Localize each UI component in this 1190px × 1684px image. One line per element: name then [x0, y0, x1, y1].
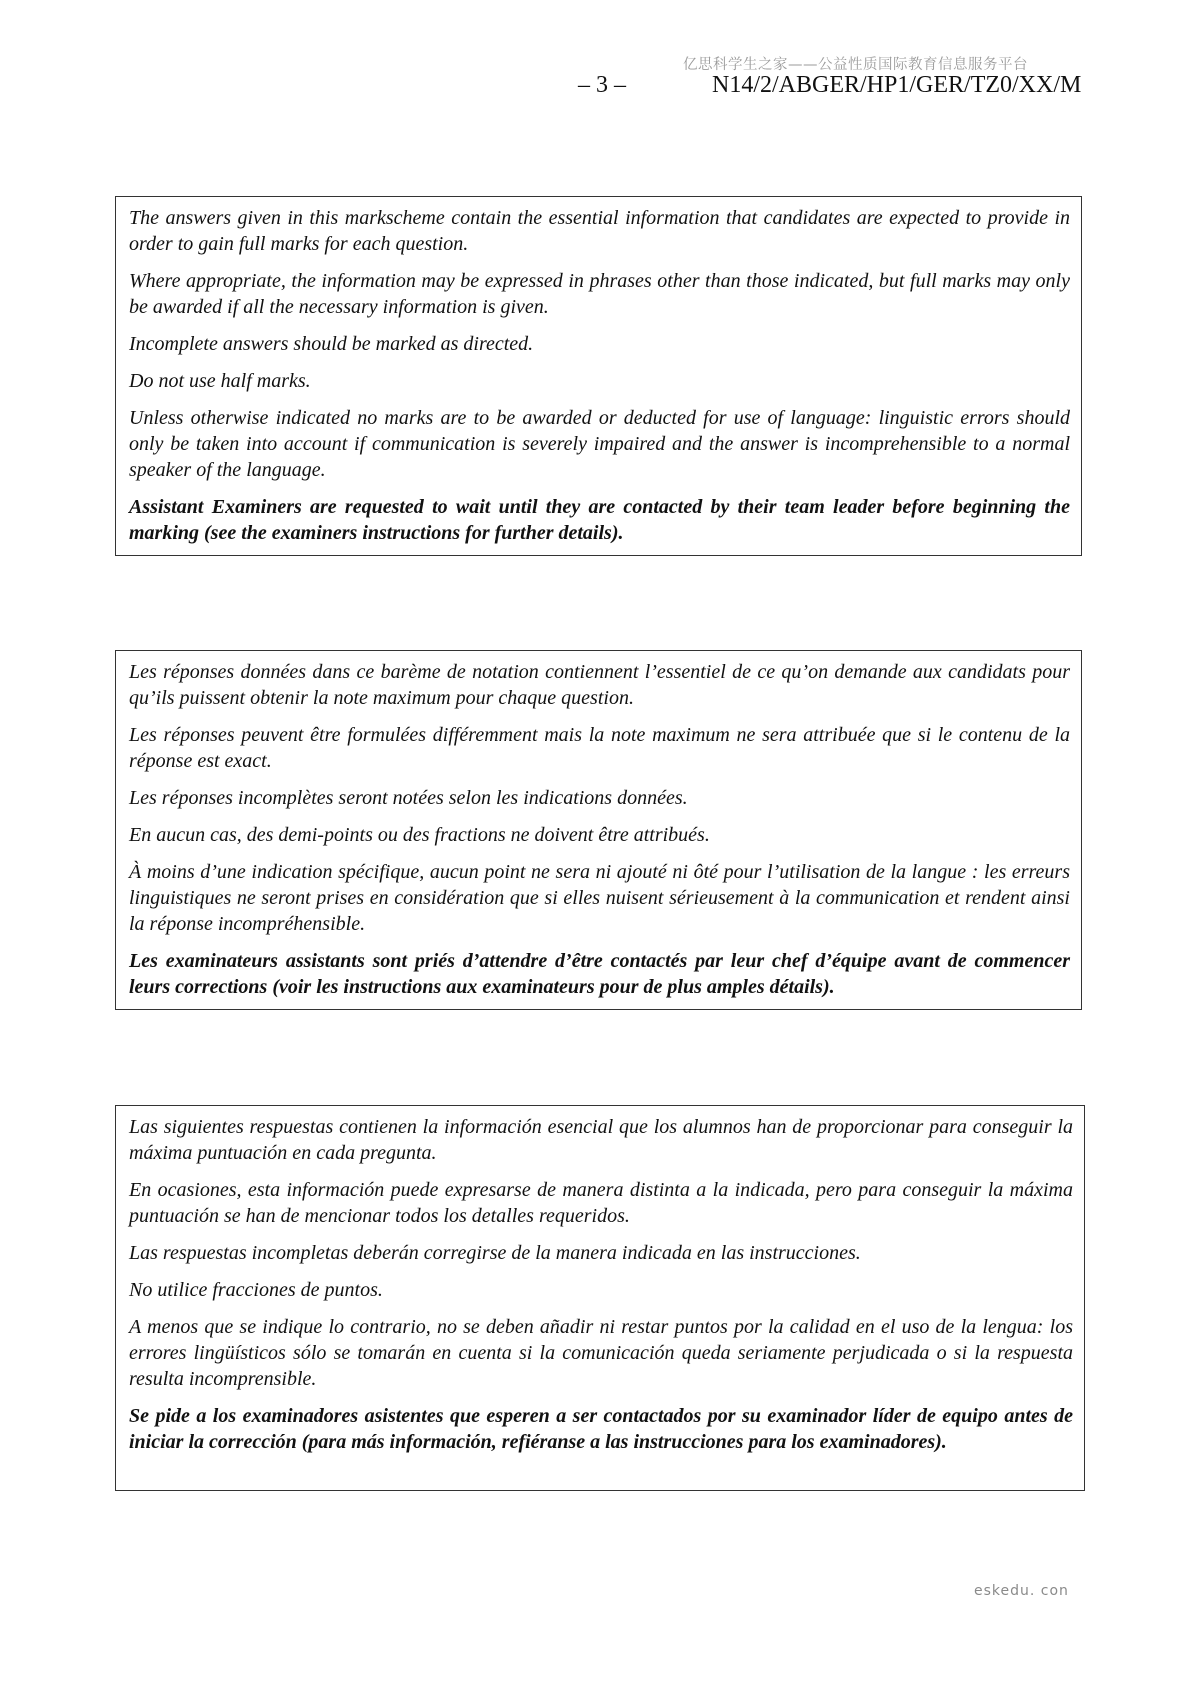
english-examiner-note: Assistant Examiners are requested to wait until they are contacted by their team leader before beginning the marking (see the examiners instructions for further details). [129, 496, 1070, 544]
page-number: – 3 – [578, 72, 626, 98]
english-paragraph-2: Where appropriate, the information may be expressed in phrases other than those indicated, but full marks may only be awarded if all the necessary information is given. [129, 270, 1070, 318]
spanish-examiner-note: Se pide a los examinadores asistentes que esperen a ser contactados por su examinador líder de equipo antes de iniciar la corrección (para más información, refiéranse a las instrucciones para los examinadores). [129, 1405, 1073, 1453]
french-examiner-note: Les examinateurs assistants sont priés d’attendre d’être contactés par leur chef d’équipe avant de commencer leurs corrections (voir les instructions aux examinateurs pour de plus amples détails). [129, 950, 1070, 998]
english-paragraph-5: Unless otherwise indicated no marks are to be awarded or deducted for use of language: linguistic errors should only be taken into account if communication is severely impaired and the answer is incomprehensible to a normal speaker of the language. [129, 407, 1070, 481]
spanish-paragraph-3: Las respuestas incompletas deberán corregirse de la manera indicada en las instrucciones. [129, 1242, 861, 1264]
spanish-instructions-box [115, 1105, 1085, 1491]
spanish-paragraph-1: Las siguientes respuestas contienen la información esencial que los alumnos han de proporcionar para conseguir la máxima puntuación en cada pregunta. [129, 1116, 1073, 1164]
french-paragraph-4: En aucun cas, des demi-points ou des fractions ne doivent être attribués. [129, 824, 710, 846]
french-paragraph-2: Les réponses peuvent être formulées différemment mais la note maximum ne sera attribuée que si le contenu de la réponse est exact. [129, 724, 1070, 772]
french-instructions-box [115, 650, 1082, 1010]
english-paragraph-1: The answers given in this markscheme contain the essential information that candidates are expected to provide in order to gain full marks for each question. [129, 207, 1070, 255]
header-watermark: 亿思科学生之家——公益性质国际教育信息服务平台 [683, 57, 1028, 73]
english-instructions-box [115, 196, 1082, 556]
french-paragraph-5: À moins d’une indication spécifique, aucun point ne sera ni ajouté ni ôté pour l’utilisation de la langue : les erreurs linguistiques ne seront prises en considération que si elles nuisent sérieusement à la communication et rendent ainsi la réponse incompréhensible. [129, 861, 1070, 935]
english-paragraph-4: Do not use half marks. [129, 370, 311, 392]
spanish-paragraph-4: No utilice fracciones de puntos. [129, 1279, 383, 1301]
french-paragraph-1: Les réponses données dans ce barème de notation contiennent l’essentiel de ce qu’on demande aux candidats pour qu’ils puissent obtenir la note maximum pour chaque question. [129, 661, 1070, 709]
spanish-paragraph-2: En ocasiones, esta información puede expresarse de manera distinta a la indicada, pero para conseguir la máxima puntuación se han de mencionar todos los detalles requeridos. [129, 1179, 1073, 1227]
spanish-paragraph-5: A menos que se indique lo contrario, no se deben añadir ni restar puntos por la calidad en el uso de la lengua: los errores lingüísticos sólo se tomarán en cuenta si la comunicación queda seriamente perjudicada o si la respuesta resulta incomprensible. [129, 1316, 1073, 1390]
document-code: N14/2/ABGER/HP1/GER/TZ0/XX/M [712, 72, 1082, 98]
french-paragraph-3: Les réponses incomplètes seront notées selon les indications données. [129, 787, 688, 809]
footer-watermark: eskedu. con [974, 1583, 1069, 1599]
english-paragraph-3: Incomplete answers should be marked as directed. [129, 333, 534, 355]
